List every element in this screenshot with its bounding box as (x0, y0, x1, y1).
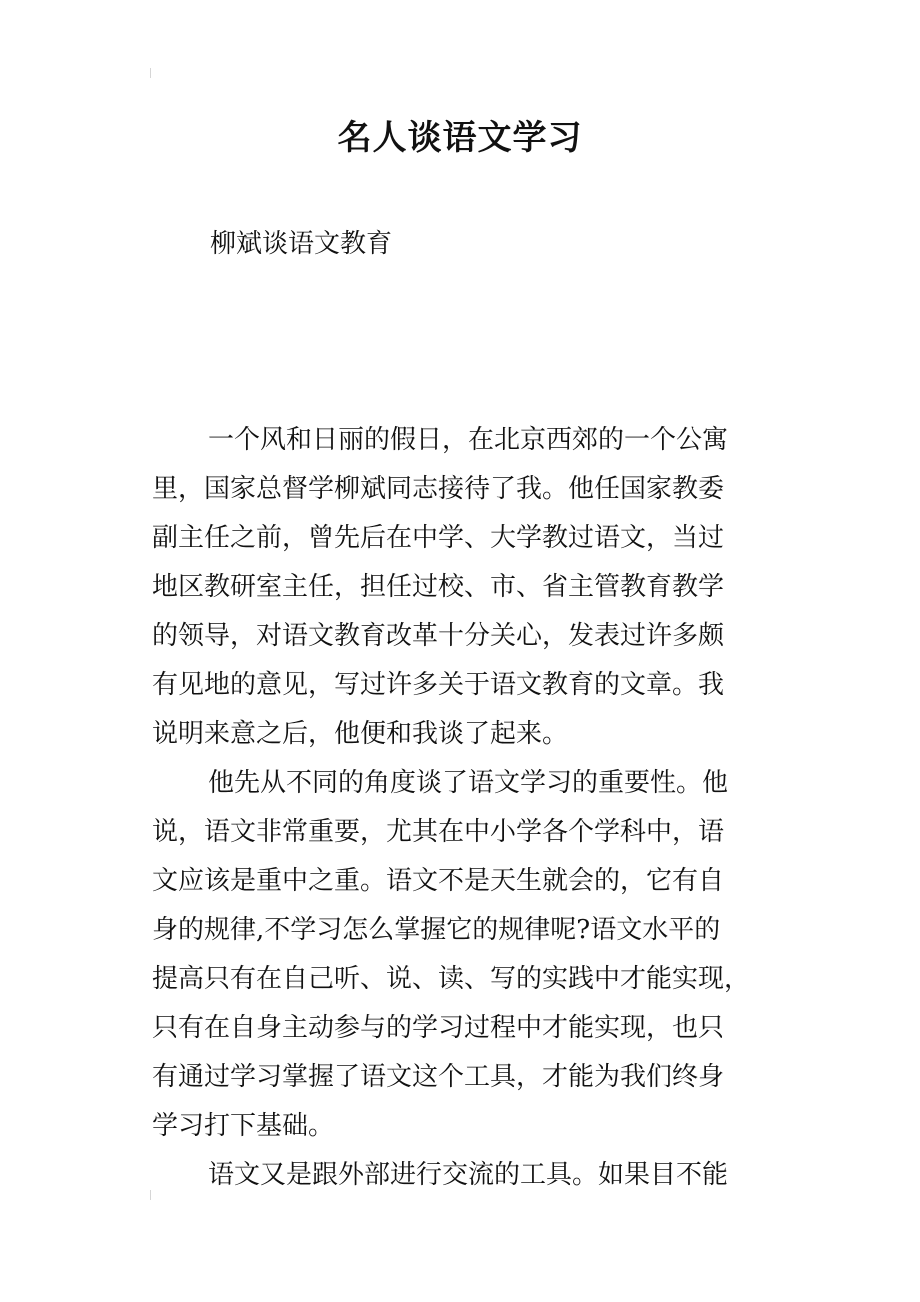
text-line: 提高只有在自己听、说、读、写的实践中才能实现， (152, 964, 751, 994)
paragraph (152, 759, 772, 1151)
document-body (152, 416, 772, 1200)
text-line: 有见地的意见，写过许多关于语文教育的文章。我 (152, 670, 725, 700)
document-subtitle: 柳斌谈语文教育 (210, 229, 393, 259)
text-line: 学习打下基础。 (152, 1111, 335, 1141)
text-line: 副主任之前，曾先后在中学、大学教过语文，当过 (152, 523, 725, 553)
text-line: 地区教研室主任，担任过校、市、省主管教育教学 (152, 572, 725, 602)
text-line: 一个风和日丽的假日，在北京西郊的一个公寓 (208, 425, 729, 455)
text-line: 的领导，对语文教育改革十分关心，发表过许多颇 (152, 621, 725, 651)
paragraph (152, 1151, 772, 1200)
text-line: 说明来意之后，他便和我谈了起来。 (152, 719, 569, 749)
paragraph (152, 416, 772, 759)
text-line: 语文又是跟外部进行交流的工具。如果目不能 (208, 1160, 729, 1190)
corner-crop-mark (150, 68, 157, 78)
text-line: 里，国家总督学柳斌同志接待了我。他任国家教委 (152, 474, 725, 504)
text-line: 文应该是重中之重。语文不是天生就会的，它有自 (152, 866, 725, 896)
corner-crop-mark (150, 1190, 157, 1200)
document-title: 名人谈语文学习 (337, 118, 583, 158)
text-line: 有通过学习掌握了语文这个工具，才能为我们终身 (152, 1062, 725, 1092)
text-line: 他先从不同的角度谈了语文学习的重要性。他 (208, 768, 729, 798)
text-line: 只有在自身主动参与的学习过程中才能实现，也只 (152, 1013, 725, 1043)
text-line: 身的规律,不学习怎么掌握它的规律呢?语文水平的 (152, 915, 721, 945)
text-line: 说，语文非常重要，尤其在中小学各个学科中，语 (152, 817, 725, 847)
